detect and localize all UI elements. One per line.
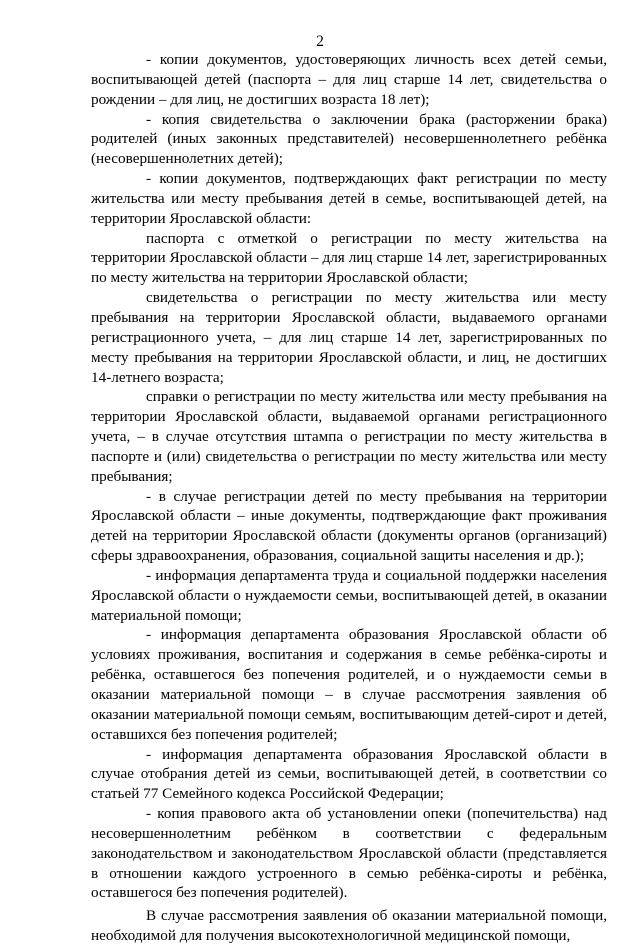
paragraph-marriage-certificate: - копия свидетельства о заключении брака (расторжении брака) родителей (иных законных представителей) несовершеннолетнего ребёнка (несовершеннолетних детей); bbox=[91, 110, 607, 168]
paragraph-child-removal-info: - информация департамента образования Ярославской области в случае отобрания детей из семьи, воспитывающей детей, в соответствии со статьей 77 Семейного кодекса Российской Федерации; bbox=[91, 745, 607, 803]
paragraph-registration-reference: справки о регистрации по месту жительства или месту пребывания на территории Ярославской области, выдаваемой органами регистрационного учета, – в случае отсутствия штампа о регистрации по месту жительства в паспорте и (или) свидетельства о регистрации по месту жительства или месту пребывания; bbox=[91, 388, 607, 485]
paragraph-registration-certificate: свидетельства о регистрации по месту жительства или месту пребывания на территории Ярославской области, выдаваемого органами регистрационного учета, – для лиц старше 14 лет, зарегистрированных по месту пребывания на территории Ярославской области, и лиц, не достигших 14-летнего возраста; bbox=[91, 289, 607, 386]
paragraph-education-department-info: - информация департамента образования Ярославской области об условиях проживания, воспитания и содержания в семье ребёнка-сироты и ребёнка, оставшегося без попечения родителей, и о нуждаемости семьи в оказании материальной помощи – в случае рассмотрения заявления об оказании материальной помощи семьям, воспитывающим детей-сирот и детей, оставшихся без попечения родителей; bbox=[91, 626, 607, 743]
page-number: 2 bbox=[316, 33, 324, 50]
paragraph-copies-identity: - копии документов, удостоверяющих личность всех детей семьи, воспитывающей детей (паспорта – для лиц старше 14 лет, свидетельства о рождении – для лиц, не достигших возраста 18 лет); bbox=[91, 51, 607, 108]
paragraph-temporary-registration: - в случае регистрации детей по месту пребывания на территории Ярославской области – иные документы, подтверждающие факт проживания детей на территории Ярославской области (документы органов (организаций) сферы здравоохранения, образования, социальной защиты населения и др.); bbox=[91, 487, 607, 565]
paragraph-guardianship-act: - копия правового акта об установлении опеки (попечительства) над несовершеннолетним ребёнком в соответствии с федеральным законодательством и законодательством Ярославской области (представляется в отношении каждого устроенного в семью ребёнка-сироты и ребёнка, оставшегося без попечения родителей). bbox=[91, 805, 607, 902]
document-body bbox=[91, 50, 607, 946]
paragraph-passport: паспорта с отметкой о регистрации по месту жительства на территории Ярославской области – для лиц старше 14 лет, зарегистрированных по месту жительства на территории Ярославской области; bbox=[91, 229, 607, 287]
paragraph-registration-documents: - копии документов, подтверждающих факт регистрации по месту жительства или месту пребывания детей в семье, воспитывающей детей, на территории Ярославской области: bbox=[91, 170, 607, 227]
paragraph-medical-assistance: В случае рассмотрения заявления об оказании материальной помощи, необходимой для получения высокотехнологичной медицинской помощи, bbox=[91, 907, 607, 945]
paragraph-labour-department-info: - информация департамента труда и социальной поддержки населения Ярославской области о нуждаемости семьи, воспитывающей детей, в оказании материальной помощи; bbox=[91, 566, 607, 624]
